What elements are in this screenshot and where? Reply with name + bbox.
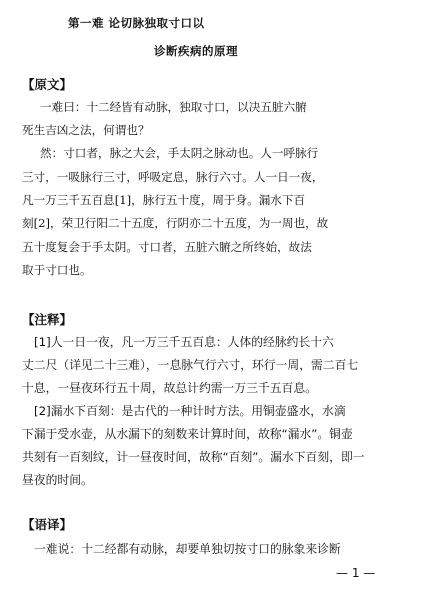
- section-heading-original: 【原文】: [22, 77, 73, 92]
- note-text-line: [1]人一日一夜，凡一万三千五百息：人体的经脉约长十六: [34, 335, 334, 349]
- translation-text-line: 一难说：十二经都有动脉，却要单独切按寸口的脉象来诊断: [34, 542, 341, 556]
- note-text-line: 共刻有一百刻纹，计一昼夜时间，故称“百刻”。漏水下百刻，即一: [22, 450, 365, 464]
- section-heading-notes: 【注释】: [22, 312, 73, 327]
- section-heading-translation: 【语译】: [22, 517, 73, 532]
- note-text-line: 下漏于受水壶，从水漏下的刻数来计算时间，故称“漏水”。铜壶: [22, 427, 353, 441]
- note-text-line: 昼夜的时间。: [22, 473, 93, 487]
- chapter-title-line-2: 诊断疾病的原理: [154, 44, 238, 58]
- original-text-line: 五十度复会于手太阴。寸口者，五脏六腑之所终始，故法: [22, 240, 312, 254]
- note-text-line: 丈二尺（详见二十三难），一息脉气行六寸，环行一周，需二百七: [22, 358, 359, 372]
- note-text-line: 十息，一昼夜环行五十周，故总计约需一万三千五百息。: [22, 381, 317, 395]
- original-text-line: 刻[2]，荣卫行阳二十五度，行阴亦二十五度，为一周也，故: [22, 216, 329, 230]
- chapter-title-line-1: 第一难 论切脉独取寸口以: [68, 16, 205, 30]
- original-text-line: 死生吉凶之法，何谓也？: [22, 123, 150, 137]
- original-text-line: 三寸，一吸脉行三寸，呼吸定息，脉行六寸。人一日一夜，: [22, 170, 324, 184]
- page-number: — 1 —: [336, 566, 376, 580]
- note-text-line: [2]漏水下百刻：是古代的一种计时方法。用铜壶盛水，水滴: [34, 404, 346, 418]
- original-text-line: 凡一万三千五百息[1]，脉行五十度，周于身。漏水下百: [22, 193, 306, 207]
- original-text-line: 然：寸口者，脉之大会，手太阴之脉动也。人一呼脉行: [40, 146, 319, 160]
- original-text-line: 取于寸口也。: [22, 263, 92, 277]
- original-text-line: 一难曰：十二经皆有动脉，独取寸口，以决五脏六腑: [40, 100, 307, 114]
